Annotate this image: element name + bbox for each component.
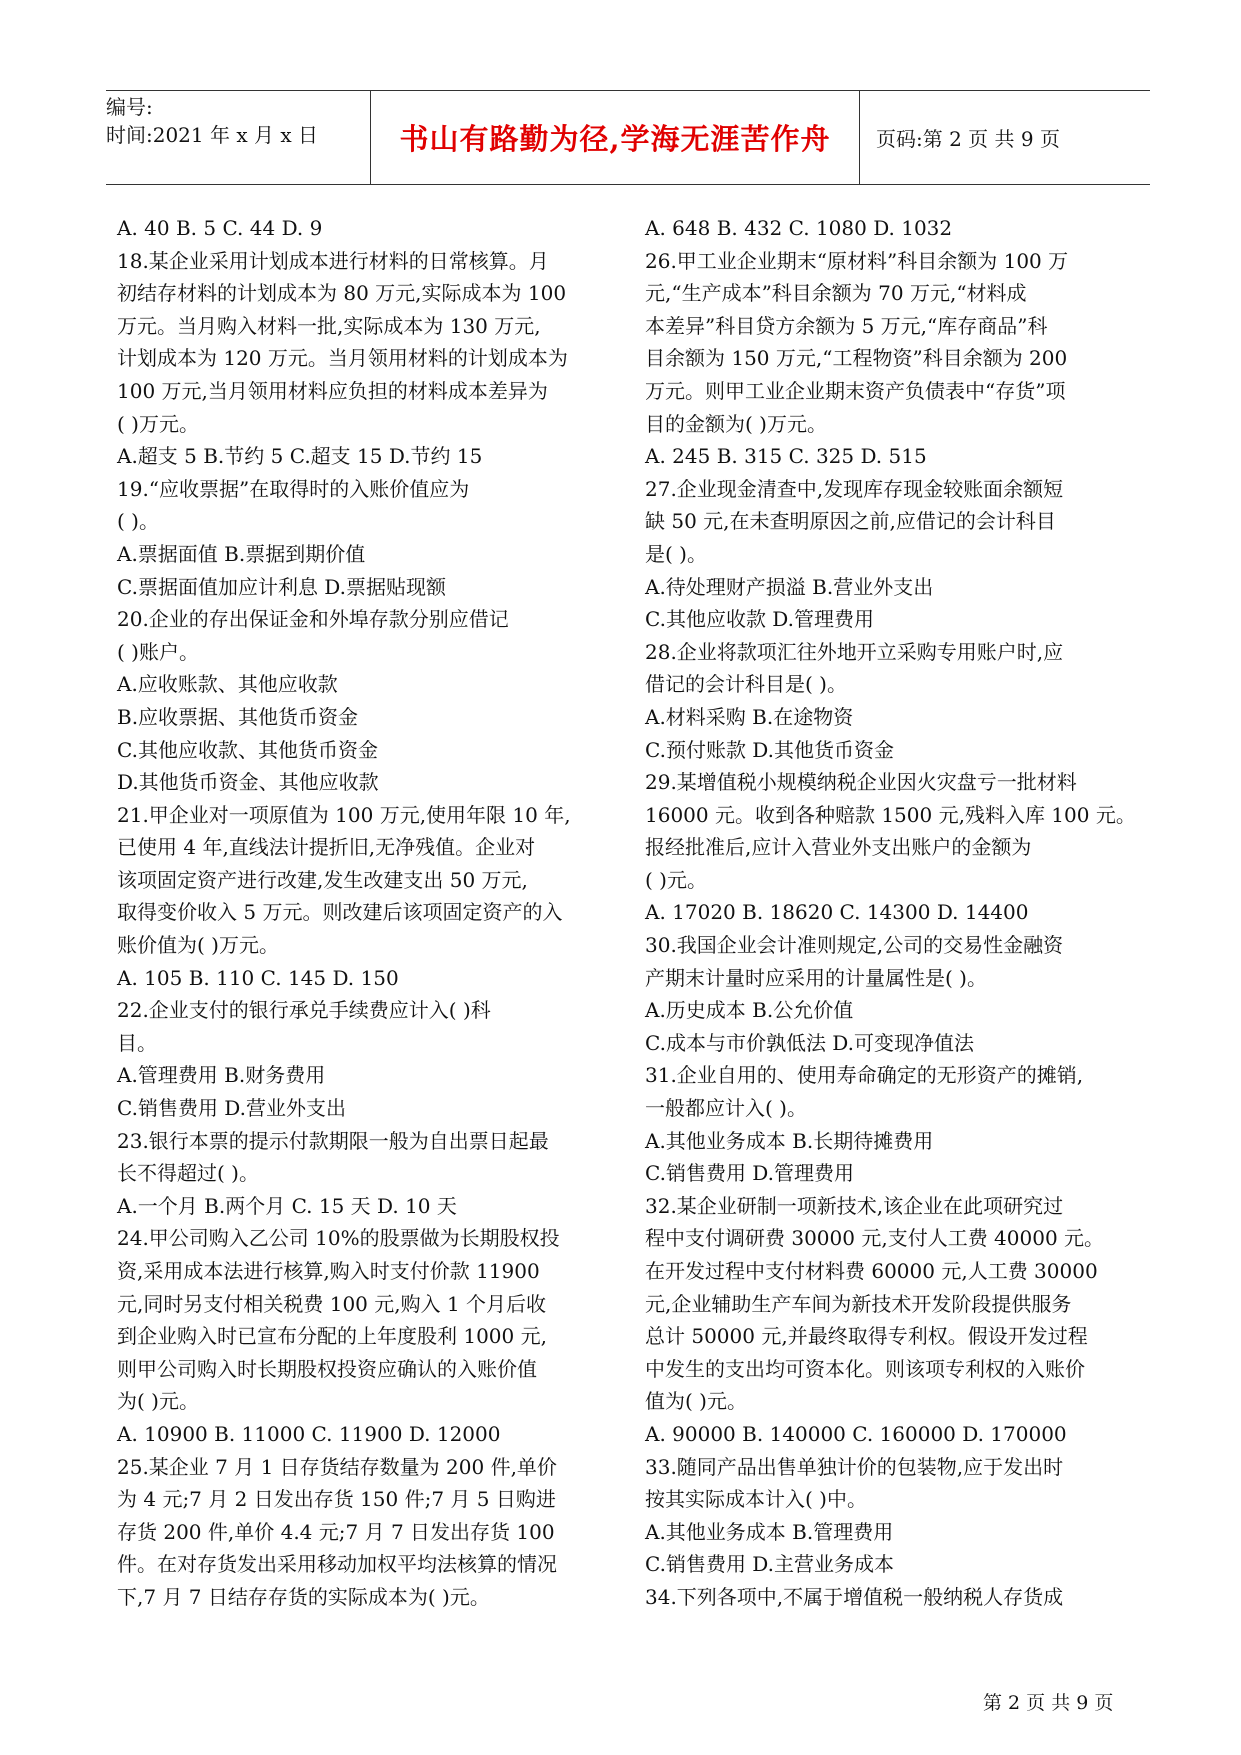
- text-line: 按其实际成本计入( )中。: [645, 1487, 867, 1512]
- text-line: A.材料采购 B.在途物资: [645, 704, 854, 729]
- text-line: A. 648 B. 432 C. 1080 D. 1032: [645, 216, 953, 240]
- text-line: 总计 50000 元,并最终取得专利权。假设开发过程: [645, 1324, 1088, 1349]
- text-line: 已使用 4 年,直线法计提折旧,无净残值。企业对: [117, 835, 536, 860]
- text-line: B.应收票据、其他货币资金: [117, 704, 359, 729]
- text-line: 为 4 元;7 月 2 日发出存货 150 件;7 月 5 日购进: [117, 1487, 556, 1512]
- header-page-number: 页码:第 2 页 共 9 页: [876, 127, 1060, 151]
- text-line: 目的金额为( )万元。: [645, 411, 827, 436]
- text-line: ( )万元。: [117, 411, 199, 436]
- text-line: ( )账户。: [117, 639, 199, 664]
- text-line: A.应收账款、其他应收款: [117, 672, 338, 697]
- text-line: 20.企业的存出保证金和外埠存款分别应借记: [117, 607, 509, 632]
- text-line: 则甲公司购入时长期股权投资应确认的入账价值: [117, 1356, 537, 1381]
- text-line: 32.某企业研制一项新技术,该企业在此项研究过: [645, 1193, 1064, 1218]
- text-line: C.其他应收款 D.管理费用: [645, 607, 874, 632]
- text-line: 为( )元。: [117, 1389, 199, 1414]
- text-line: 33.随同产品出售单独计价的包装物,应于发出时: [645, 1454, 1064, 1479]
- text-line: 元,同时另支付相关税费 100 元,购入 1 个月后收: [117, 1291, 547, 1316]
- text-line: 报经批准后,应计入营业外支出账户的金额为: [645, 835, 1032, 860]
- text-line: A.待处理财产损溢 B.营业外支出: [645, 574, 934, 599]
- text-line: A. 245 B. 315 C. 325 D. 515: [645, 444, 927, 469]
- text-line: 产期末计量时应采用的计量属性是( )。: [645, 965, 987, 990]
- text-line: 元,企业辅助生产车间为新技术开发阶段提供服务: [645, 1291, 1072, 1316]
- page-header: [106, 90, 1150, 185]
- text-line: C.成本与市价孰低法 D.可变现净值法: [645, 1030, 974, 1055]
- text-line: 缺 50 元,在未查明原因之前,应借记的会计科目: [645, 509, 1056, 534]
- text-line: ( )。: [117, 509, 159, 534]
- text-line: 31.企业自用的、使用寿命确定的无形资产的摊销,: [645, 1063, 1084, 1088]
- text-line: 下,7 月 7 日结存存货的实际成本为( )元。: [117, 1584, 490, 1609]
- text-line: A.管理费用 B.财务费用: [117, 1063, 326, 1088]
- text-line: 34.下列各项中,不属于增值税一般纳税人存货成: [645, 1584, 1064, 1609]
- text-line: 该项固定资产进行改建,发生改建支出 50 万元,: [117, 867, 528, 892]
- document-time-label: 时间:2021 年 x 月 x 日: [106, 123, 318, 147]
- text-line: C.销售费用 D.营业外支出: [117, 1096, 346, 1121]
- left-text-column: [117, 212, 604, 1614]
- text-line: A. 17020 B. 18620 C. 14300 D. 14400: [645, 900, 1029, 925]
- text-line: 是( )。: [645, 541, 707, 566]
- text-line: ( )元。: [645, 867, 707, 892]
- text-line: 24.甲公司购入乙公司 10%的股票做为长期股权投: [117, 1226, 560, 1251]
- text-line: C.销售费用 D.主营业务成本: [645, 1552, 894, 1577]
- text-line: A.票据面值 B.票据到期价值: [117, 541, 366, 566]
- text-line: C.票据面值加应计利息 D.票据贴现额: [117, 574, 446, 599]
- text-line: 目。: [117, 1030, 157, 1055]
- text-line: 件。在对存货发出采用移动加权平均法核算的情况: [117, 1552, 557, 1577]
- text-line: A. 90000 B. 140000 C. 160000 D. 170000: [645, 1421, 1067, 1446]
- text-line: A. 40 B. 5 C. 44 D. 9: [117, 216, 323, 240]
- text-line: 一般都应计入( )。: [645, 1096, 807, 1121]
- text-line: 在开发过程中支付材料费 60000 元,人工费 30000: [645, 1259, 1098, 1283]
- text-line: 程中支付调研费 30000 元,支付人工费 40000 元。: [645, 1226, 1105, 1251]
- text-line: 值为( )元。: [645, 1389, 747, 1414]
- text-line: 25.某企业 7 月 1 日存货结存数量为 200 件,单价: [117, 1454, 557, 1479]
- text-line: 22.企业支付的银行承兑手续费应计入( )科: [117, 998, 491, 1023]
- text-line: A. 105 B. 110 C. 145 D. 150: [117, 965, 399, 990]
- text-line: 30.我国企业会计准则规定,公司的交易性金融资: [645, 933, 1064, 958]
- text-line: 万元。则甲工业企业期末资产负债表中“存货”项: [645, 378, 1066, 403]
- text-line: 26.甲工业企业期末“原材料”科目余额为 100 万: [645, 248, 1069, 273]
- text-line: 资,采用成本法进行核算,购入时支付价款 11900: [117, 1259, 540, 1283]
- text-line: 本差异”科目贷方余额为 5 万元,“库存商品”科: [645, 313, 1048, 338]
- page-footer: 第 2 页 共 9 页: [983, 1692, 1114, 1714]
- text-line: 100 万元,当月领用材料应负担的材料成本差异为: [117, 378, 548, 403]
- text-line: 16000 元。收到各种赔款 1500 元,残料入库 100 元。: [645, 802, 1136, 827]
- text-line: 18.某企业采用计划成本进行材料的日常核算。月: [117, 248, 549, 273]
- text-line: A.一个月 B.两个月 C. 15 天 D. 10 天: [117, 1193, 457, 1218]
- text-line: 账价值为( )万元。: [117, 933, 279, 958]
- text-line: A.历史成本 B.公允价值: [645, 998, 854, 1023]
- text-line: 计划成本为 120 万元。当月领用材料的计划成本为: [117, 346, 568, 371]
- header-motto: 书山有路勤为径,学海无涯苦作舟: [370, 91, 860, 184]
- text-line: 到企业购入时已宣布分配的上年度股利 1000 元,: [117, 1324, 547, 1349]
- header-left-cell: [106, 91, 370, 186]
- text-line: 万元。当月购入材料一批,实际成本为 130 万元,: [117, 313, 541, 338]
- text-line: 19.“应收票据”在取得时的入账价值应为: [117, 476, 470, 501]
- text-line: D.其他货币资金、其他应收款: [117, 770, 379, 795]
- text-line: A.超支 5 B.节约 5 C.超支 15 D.节约 15: [117, 444, 483, 469]
- text-line: 28.企业将款项汇往外地开立采购专用账户时,应: [645, 639, 1064, 664]
- text-line: 借记的会计科目是( )。: [645, 672, 847, 697]
- text-line: C.销售费用 D.管理费用: [645, 1161, 854, 1186]
- text-line: 取得变价收入 5 万元。则改建后该项固定资产的入: [117, 900, 563, 925]
- text-line: 21.甲企业对一项原值为 100 万元,使用年限 10 年,: [117, 802, 571, 827]
- text-line: 元,“生产成本”科目余额为 70 万元,“材料成: [645, 281, 1027, 306]
- text-line: 23.银行本票的提示付款期限一般为自出票日起最: [117, 1128, 549, 1153]
- text-line: C.预付账款 D.其他货币资金: [645, 737, 894, 762]
- text-line: 存货 200 件,单价 4.4 元;7 月 7 日发出存货 100: [117, 1519, 555, 1544]
- text-line: A.其他业务成本 B.管理费用: [645, 1519, 894, 1544]
- text-line: 目余额为 150 万元,“工程物资”科目余额为 200: [645, 346, 1068, 371]
- document-number-label: 编号:: [106, 95, 153, 119]
- text-line: A. 10900 B. 11000 C. 11900 D. 12000: [117, 1421, 501, 1446]
- text-line: 长不得超过( )。: [117, 1161, 259, 1186]
- text-line: C.其他应收款、其他货币资金: [117, 737, 378, 762]
- text-line: A.其他业务成本 B.长期待摊费用: [645, 1128, 934, 1153]
- text-line: 29.某增值税小规模纳税企业因火灾盘亏一批材料: [645, 770, 1077, 795]
- text-line: 27.企业现金清查中,发现库存现金较账面余额短: [645, 476, 1064, 501]
- text-line: 初结存材料的计划成本为 80 万元,实际成本为 100: [117, 281, 567, 306]
- text-line: 中发生的支出均可资本化。则该项专利权的入账价: [645, 1356, 1085, 1381]
- right-text-column: [645, 212, 1135, 1614]
